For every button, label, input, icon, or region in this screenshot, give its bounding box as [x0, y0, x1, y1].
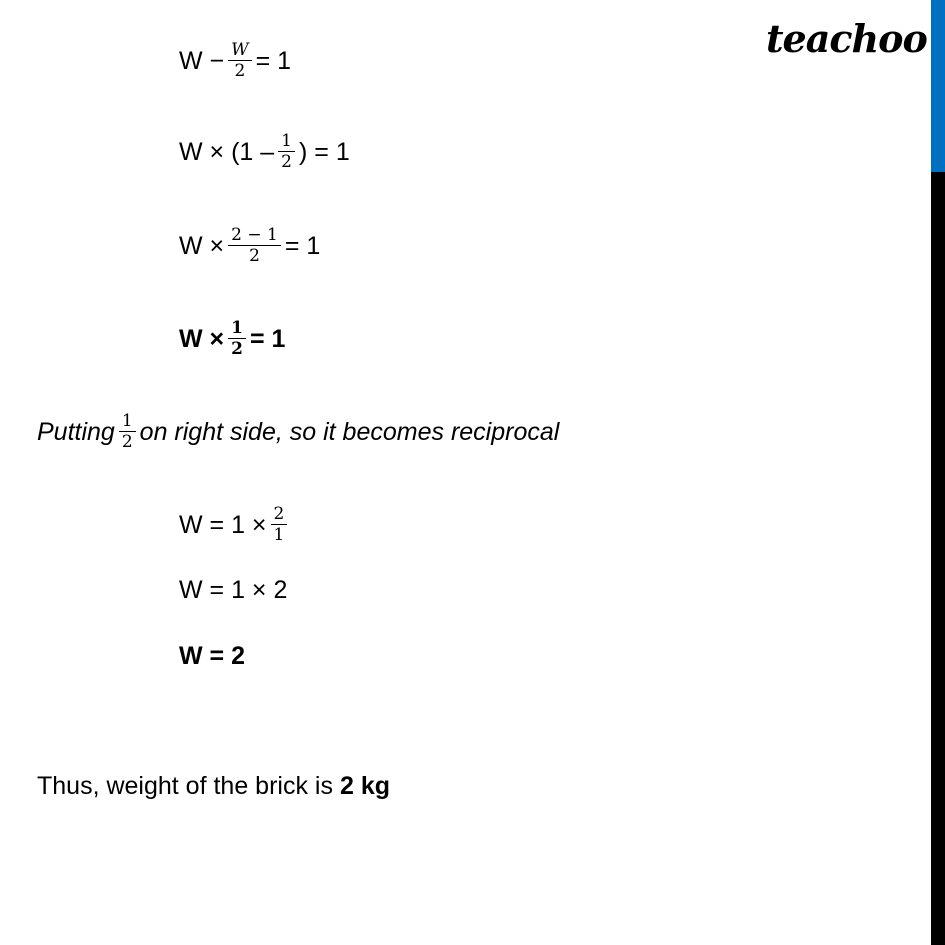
conclusion: Thus, weight of the brick is 2 kg: [37, 772, 390, 800]
teachoo-logo: teachoo: [766, 16, 927, 61]
fraction-1-over-2-note: $\frac{1}{2}$: [119, 411, 136, 452]
equation-step-5: W = 1 × $\frac{2}{1}$: [179, 504, 291, 545]
sidebar-accent-bar: [931, 0, 945, 172]
fraction-1-over-2-bold: $\frac{1}{2}$: [228, 318, 246, 359]
step-1-rhs: = 1: [255, 46, 292, 75]
reciprocal-note: Putting $\frac{1}{2}$ on right side, so it becomes reciprocal: [37, 411, 560, 452]
answer: 2 kg: [339, 772, 390, 800]
fraction-w-over-2: $\frac{W}{2}$: [228, 40, 251, 81]
step-1-lhs: W −: [179, 46, 225, 75]
equation-step-1: [179, 40, 291, 81]
sidebar-dark-bar: [931, 172, 945, 945]
equation-result: W = 2: [179, 642, 245, 670]
equation-step-2: W × (1 – $\frac{1}{2}$ ) = 1: [179, 131, 350, 172]
fraction-2-over-1: $\frac{2}{1}$: [271, 504, 288, 545]
equation-step-3: W × $\frac{2 - 1}{2}$ = 1: [179, 225, 321, 266]
fraction-1-over-2: $\frac{1}{2}$: [278, 131, 295, 172]
equation-step-6: W = 1 × 2: [179, 576, 288, 604]
fraction-2-minus-1-over-2: $\frac{2 - 1}{2}$: [228, 225, 281, 266]
equation-step-4: W × $\frac{1}{2}$ = 1: [179, 318, 286, 359]
